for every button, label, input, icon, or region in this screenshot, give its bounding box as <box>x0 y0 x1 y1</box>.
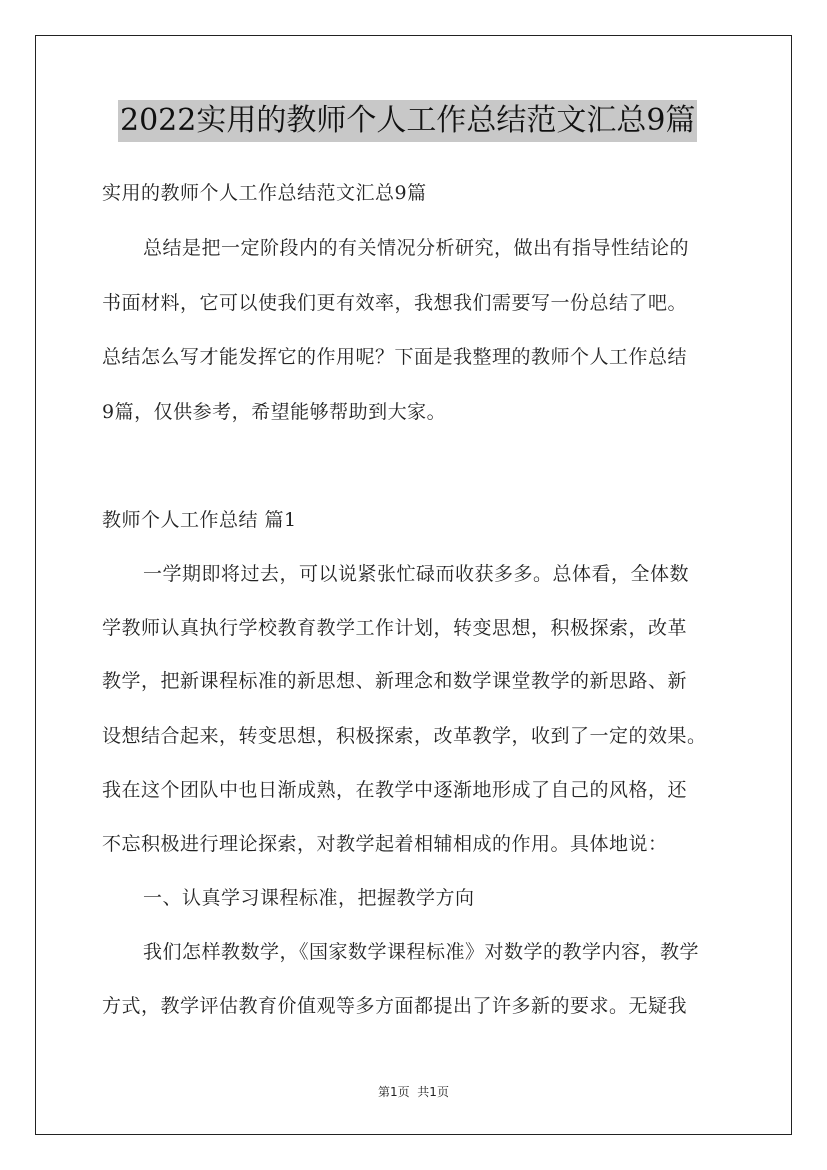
intro-line-2: 书面材料，它可以使我们更有效率，我想我们需要写一份总结了吧。 <box>102 292 688 314</box>
body-line-6: 不忘积极进行理论探索，对教学起着相辅相成的作用。具体地说： <box>102 833 668 855</box>
subheading: 一、认真学习课程标准，把握教学方向 <box>143 887 475 909</box>
document-subtitle: 实用的教师个人工作总结范文汇总9篇 <box>102 182 427 204</box>
body-line-4: 设想结合起来，转变思想，积极探索，改革教学，收到了一定的效果。 <box>102 725 707 747</box>
page-footer: 第1页 共1页 <box>378 1085 449 1099</box>
final-line-2: 方式，教学评估教育价值观等多方面都提出了许多新的要求。无疑我 <box>102 995 688 1017</box>
intro-line-3: 总结怎么写才能发挥它的作用呢？下面是我整理的教师个人工作总结 <box>102 346 688 368</box>
body-line-1: 一学期即将过去，可以说紧张忙碌而收获多多。总体看，全体数 <box>143 563 690 585</box>
final-line-1: 我们怎样教数学，《国家数学课程标准》对数学的教学内容，教学 <box>143 941 700 963</box>
intro-line-1: 总结是把一定阶段内的有关情况分析研究，做出有指导性结论的 <box>143 237 690 259</box>
body-line-3: 教学，把新课程标准的新思想、新理念和数学课堂教学的新思路、新 <box>102 670 688 692</box>
section-heading: 教师个人工作总结 篇1 <box>102 509 297 531</box>
intro-line-4: 9篇，仅供参考，希望能够帮助到大家。 <box>102 401 447 423</box>
body-line-2: 学教师认真执行学校教育教学工作计划，转变思想，积极探索，改革 <box>102 617 688 639</box>
body-line-5: 我在这个团队中也日渐成熟，在教学中逐渐地形成了自己的风格，还 <box>102 779 688 801</box>
document-title: 2022实用的教师个人工作总结范文汇总9篇 <box>118 100 697 142</box>
